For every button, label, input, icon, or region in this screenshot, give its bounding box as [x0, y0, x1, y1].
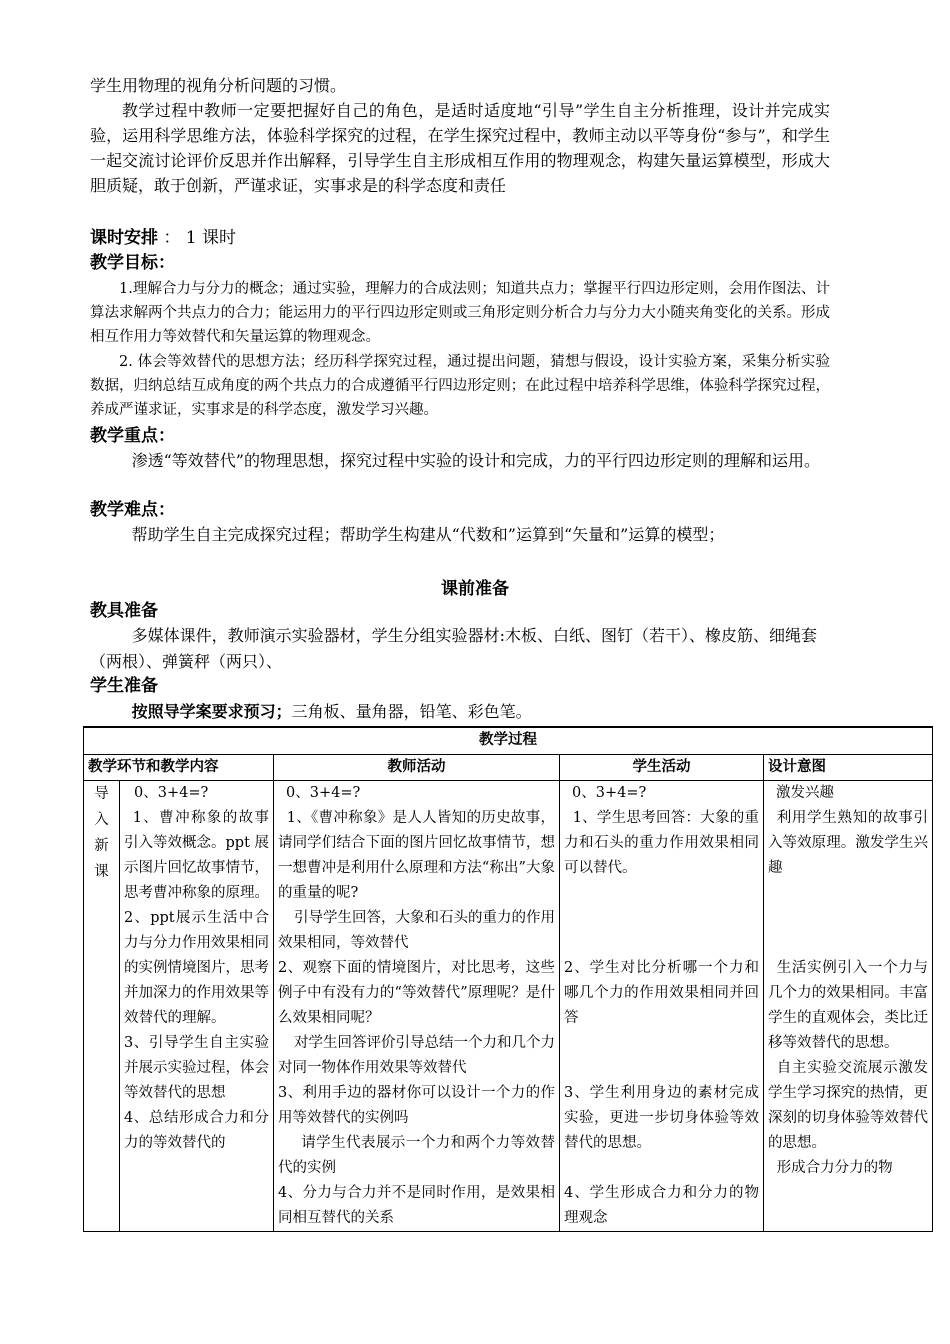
intent-item: 形成合力分力的物	[776, 1160, 893, 1176]
prep-title: 课前准备	[441, 579, 509, 599]
content-item: 3、引导学生自主实验并展示实验过程，体会等效替代的思想	[124, 1035, 269, 1101]
intent-cell	[764, 781, 933, 1232]
intro-paragraph-2: 教学过程中教师一定要把握好自己的角色，是适时适度地“引导”学生自主分析推理，设计并完成实验，运用科学思维方法，体验科学探究的过程，在学生探究过程中，教师主动以平等身份“参与”，和学生一起交流讨论评价反思并作出解释，引导学生自主形成相互作用的物理观念，构建矢量运算模型，形成大胆质疑，敢于创新，严谨求证，实事求是的科学态度和责任	[90, 101, 830, 195]
objective-item-2: 2. 体会等效替代的思想方法；经历科学探究过程，通过提出问题，猜想与假设，设计实验方案，采集分析实验数据，归纳总结互成角度的两个共点力的合成遵循平行四边形定则；在此过程中培养科学思维，体验科学探究过程，养成严谨求证，实事求是的科学态度，激发学习兴趣。	[90, 354, 830, 418]
teacher-item: 请学生代表展示一个力和两个力等效替代的实例	[278, 1135, 555, 1176]
student-item: 0、3+4=?	[572, 785, 647, 801]
intent-item: 激发兴趣	[776, 785, 834, 801]
teacher-item: 0、3+4=?	[286, 785, 361, 801]
teacher-cell	[274, 781, 560, 1232]
key-points-heading: 教学重点：	[90, 426, 175, 446]
tools-heading: 教具准备	[90, 601, 158, 621]
difficulties-text: 帮助学生自主完成探究过程；帮助学生构建从“代数和”运算到“矢量和”运算的模型；	[131, 525, 725, 544]
teacher-item: 引导学生回答，大象和石头的重力的作用效果相同，等效替代	[278, 910, 555, 951]
student-item: 3、学生利用身边的素材完成实验，更进一步切身体验等效替代的思想。	[564, 1085, 759, 1151]
content-item: 4、总结形成合力和分力的等效替代的	[124, 1110, 269, 1151]
teacher-item: 1、《曹冲称象》是人人皆知的历史故事，请同学们结合下面的图片回忆故事情节，想一想曹冲是利用什么原理和方法“称出”大象的重量的呢?	[278, 810, 555, 901]
schedule-value: ： 1 课时	[158, 228, 237, 248]
intent-item: 生活实例引入一个力与几个力的效果相同。丰富学生的直观体会，类比迁移等效替代的思想。	[768, 960, 929, 1051]
header-teacher: 教师活动	[274, 755, 560, 781]
table-title: 教学过程	[84, 727, 933, 755]
schedule-line	[90, 226, 236, 250]
teacher-item: 3、利用手边的器材你可以设计一个力的作用等效替代的实例吗	[278, 1085, 555, 1126]
stage-label: 导入新课	[94, 786, 109, 880]
header-content: 教学环节和教学内容	[84, 755, 274, 781]
difficulties-heading: 教学难点：	[90, 500, 175, 520]
objectives-heading: 教学目标：	[90, 253, 175, 273]
teacher-item: 对学生回答评价引导总结一个力和几个力对同一物体作用效果等效替代	[278, 1035, 555, 1076]
intent-item: 利用学生熟知的故事引入等效原理。激发学生兴趣	[768, 810, 929, 876]
student-item: 1、学生思考回答：大象的重力和石头的重力作用效果相同可以替代。	[564, 810, 759, 876]
student-prep-bold: 按照导学案要求预习；	[131, 702, 292, 721]
student-prep-heading: 学生准备	[90, 676, 158, 696]
key-points-text: 渗透“等效替代”的物理思想，探究过程中实验的设计和完成，力的平行四边形定则的理解和运用。	[131, 451, 820, 470]
tools-text: 多媒体课件，教师演示实验器材，学生分组实验器材:木板、白纸、图钉（若干）、橡皮筋、细绳套（两根）、弹簧秤（两只）、	[90, 626, 817, 671]
objective-item-1: 1.理解合力与分力的概念；通过实验，理解力的合成法则；知道共点力；掌握平行四边形定则，会用作图法、计算法求解两个共点力的合力；能运用力的平行四边形定则或三角形定则分析合力与分力大小随夹角变化的关系。形成相互作用力等效替代和矢量运算的物理观念。	[90, 281, 830, 345]
student-item: 2、学生对比分析哪一个力和哪几个力的作用效果相同并回答	[564, 960, 759, 1026]
student-prep-line	[90, 699, 830, 724]
schedule-label: 课时安排	[90, 228, 158, 248]
content-cell	[120, 781, 274, 1232]
process-table	[83, 726, 933, 1232]
teacher-item: 4、分力与合力并不是同时作用，是效果相同相互替代的关系	[278, 1185, 555, 1226]
intro-paragraph-1: 学生用物理的视角分析问题的习惯。	[90, 76, 347, 95]
stage-cell	[84, 781, 120, 1232]
header-student: 学生活动	[560, 755, 764, 781]
content-item: 2、ppt展示生活中合力与分力作用效果相同的实例情境图片，思考并加深力的作用效果等效替代的理解。	[124, 910, 269, 1026]
student-prep-text: 三角板、量角器，铅笔、彩色笔。	[291, 702, 532, 721]
content-item: 1、曹冲称象的故事引入等效概念。ppt 展示图片回忆故事情节，思考曹冲称象的原理。	[124, 810, 269, 901]
teacher-item: 2、观察下面的情境图片，对比思考，这些例子中有没有力的“等效替代”原理呢？是什么效果相同呢？	[278, 960, 555, 1026]
student-cell	[560, 781, 764, 1232]
header-intent: 设计意图	[764, 755, 933, 781]
student-item: 4、学生形成合力和分力的物理观念	[564, 1185, 759, 1226]
content-item: 0、3+4=?	[134, 785, 209, 801]
intent-item: 自主实验交流展示激发学生学习探究的热情，更深刻的切身体验等效替代的思想。	[768, 1060, 929, 1151]
